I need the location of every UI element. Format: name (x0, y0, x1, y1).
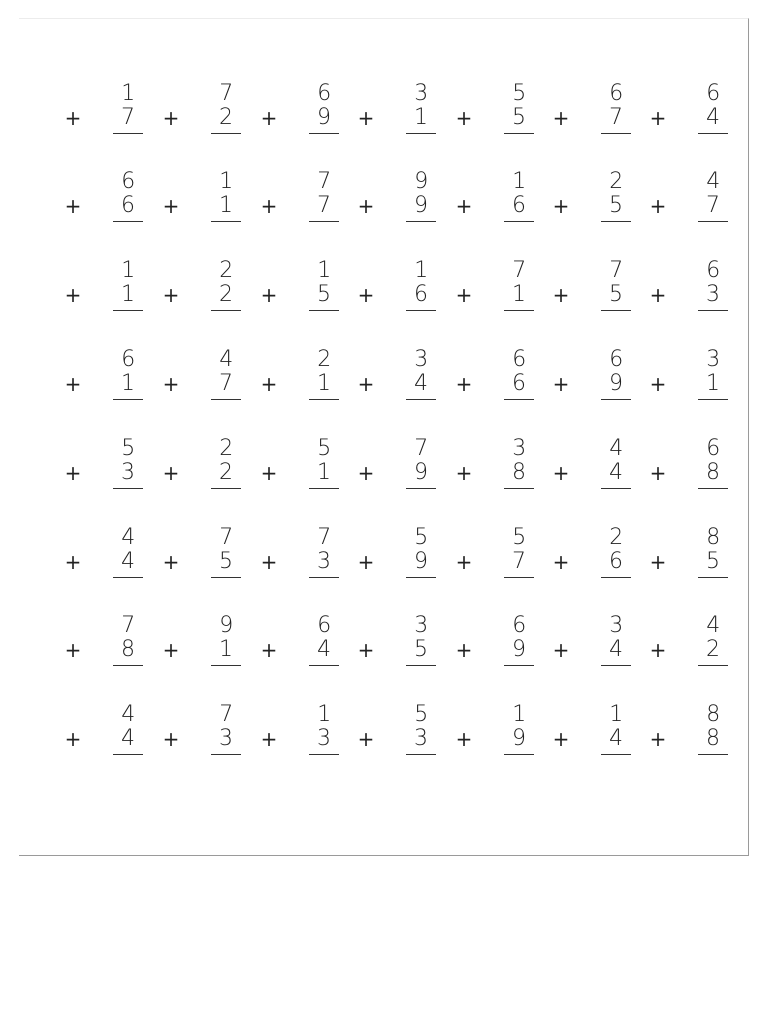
top-addend: 8 (706, 525, 720, 550)
top-addend: 6 (317, 81, 331, 106)
addition-problem (63, 525, 143, 585)
plus-sign: + (552, 550, 570, 574)
top-addend: 6 (512, 613, 526, 638)
addition-problem (259, 436, 339, 496)
addition-problem (259, 613, 339, 673)
bottom-addend: 1 (309, 460, 339, 489)
addition-problem (356, 81, 436, 141)
bottom-addend: 3 (309, 726, 339, 755)
plus-sign: + (357, 550, 375, 574)
addition-problem (551, 702, 631, 762)
top-addend: 9 (414, 169, 428, 194)
plus-sign: + (357, 283, 375, 307)
plus-sign: + (649, 461, 667, 485)
plus-sign: + (260, 106, 278, 130)
plus-sign: + (162, 283, 180, 307)
top-addend: 2 (609, 169, 623, 194)
top-addend: 1 (609, 702, 623, 727)
plus-sign: + (357, 372, 375, 396)
top-addend: 8 (706, 702, 720, 727)
plus-sign: + (455, 372, 473, 396)
top-addend: 6 (317, 613, 331, 638)
bottom-addend: 5 (504, 105, 534, 134)
top-addend: 6 (609, 81, 623, 106)
worksheet (19, 18, 749, 856)
top-addend: 1 (121, 81, 135, 106)
addition-problem (454, 702, 534, 762)
bottom-addend: 3 (211, 726, 241, 755)
plus-sign: + (162, 194, 180, 218)
bottom-addend: 4 (601, 637, 631, 666)
bottom-addend: 6 (113, 193, 143, 222)
plus-sign: + (64, 372, 82, 396)
bottom-addend: 6 (504, 371, 534, 400)
plus-sign: + (552, 283, 570, 307)
top-addend: 2 (609, 525, 623, 550)
bottom-addend: 9 (309, 105, 339, 134)
plus-sign: + (260, 461, 278, 485)
top-addend: 2 (219, 436, 233, 461)
addition-problem (259, 525, 339, 585)
top-addend: 4 (609, 436, 623, 461)
top-addend: 4 (706, 613, 720, 638)
addition-problem (161, 258, 241, 318)
addition-problem (63, 258, 143, 318)
plus-sign: + (162, 550, 180, 574)
addition-problem (161, 347, 241, 407)
addition-problem (356, 436, 436, 496)
bottom-addend: 1 (698, 371, 728, 400)
bottom-addend: 5 (211, 549, 241, 578)
bottom-addend: 6 (504, 193, 534, 222)
top-addend: 7 (317, 525, 331, 550)
addition-problem (356, 258, 436, 318)
addition-problem (161, 169, 241, 229)
bottom-addend: 1 (211, 193, 241, 222)
addition-problem (356, 169, 436, 229)
addition-problem (648, 81, 728, 141)
plus-sign: + (64, 283, 82, 307)
addition-problem (648, 613, 728, 673)
addition-problem (551, 81, 631, 141)
bottom-addend: 2 (698, 637, 728, 666)
plus-sign: + (64, 638, 82, 662)
top-addend: 3 (512, 436, 526, 461)
top-addend: 4 (121, 525, 135, 550)
bottom-addend: 5 (406, 637, 436, 666)
bottom-addend: 9 (601, 371, 631, 400)
addition-problem (551, 436, 631, 496)
addition-problem (454, 613, 534, 673)
plus-sign: + (260, 283, 278, 307)
addition-problem (454, 525, 534, 585)
plus-sign: + (260, 727, 278, 751)
plus-sign: + (357, 194, 375, 218)
top-addend: 5 (317, 436, 331, 461)
top-addend: 7 (512, 258, 526, 283)
top-addend: 7 (219, 702, 233, 727)
top-addend: 6 (609, 347, 623, 372)
addition-problem (161, 81, 241, 141)
addition-problem (161, 613, 241, 673)
addition-problem (648, 525, 728, 585)
plus-sign: + (649, 283, 667, 307)
top-addend: 6 (512, 347, 526, 372)
plus-sign: + (455, 461, 473, 485)
plus-sign: + (64, 550, 82, 574)
plus-sign: + (64, 461, 82, 485)
bottom-addend: 7 (309, 193, 339, 222)
addition-problem (63, 81, 143, 141)
bottom-addend: 4 (309, 637, 339, 666)
addition-problem (648, 347, 728, 407)
plus-sign: + (649, 372, 667, 396)
plus-sign: + (455, 727, 473, 751)
plus-sign: + (162, 372, 180, 396)
addition-problem (63, 169, 143, 229)
bottom-addend: 4 (113, 549, 143, 578)
plus-sign: + (64, 106, 82, 130)
bottom-addend: 9 (504, 726, 534, 755)
addition-problem (648, 169, 728, 229)
bottom-addend: 6 (406, 282, 436, 311)
addition-problem (454, 258, 534, 318)
top-addend: 1 (512, 702, 526, 727)
bottom-addend: 7 (113, 105, 143, 134)
top-addend: 2 (317, 347, 331, 372)
bottom-addend: 3 (698, 282, 728, 311)
top-addend: 6 (706, 258, 720, 283)
plus-sign: + (455, 283, 473, 307)
bottom-addend: 4 (601, 460, 631, 489)
top-addend: 3 (414, 347, 428, 372)
addition-problem (259, 81, 339, 141)
bottom-addend: 9 (504, 637, 534, 666)
plus-sign: + (455, 638, 473, 662)
bottom-addend: 3 (309, 549, 339, 578)
addition-problem (356, 347, 436, 407)
top-addend: 1 (317, 258, 331, 283)
bottom-addend: 4 (406, 371, 436, 400)
addition-problem (551, 347, 631, 407)
bottom-addend: 2 (211, 105, 241, 134)
top-addend: 3 (414, 81, 428, 106)
plus-sign: + (552, 372, 570, 396)
bottom-addend: 2 (211, 460, 241, 489)
addition-problem (551, 525, 631, 585)
bottom-addend: 8 (698, 460, 728, 489)
bottom-addend: 5 (601, 193, 631, 222)
addition-problem (161, 525, 241, 585)
top-addend: 1 (512, 169, 526, 194)
top-addend: 4 (121, 702, 135, 727)
plus-sign: + (455, 194, 473, 218)
addition-problem (161, 702, 241, 762)
top-addend: 3 (609, 613, 623, 638)
bottom-addend: 7 (601, 105, 631, 134)
top-addend: 6 (706, 436, 720, 461)
addition-problem (356, 525, 436, 585)
top-addend: 6 (121, 347, 135, 372)
top-addend: 2 (219, 258, 233, 283)
addition-problem (259, 258, 339, 318)
top-addend: 7 (317, 169, 331, 194)
top-addend: 7 (219, 81, 233, 106)
bottom-addend: 4 (601, 726, 631, 755)
top-addend: 1 (414, 258, 428, 283)
addition-problem (551, 169, 631, 229)
top-addend: 3 (414, 613, 428, 638)
bottom-addend: 8 (113, 637, 143, 666)
plus-sign: + (357, 461, 375, 485)
addition-problem (454, 169, 534, 229)
bottom-addend: 3 (113, 460, 143, 489)
plus-sign: + (649, 550, 667, 574)
bottom-addend: 8 (504, 460, 534, 489)
plus-sign: + (552, 106, 570, 130)
bottom-addend: 4 (113, 726, 143, 755)
plus-sign: + (162, 106, 180, 130)
top-addend: 1 (219, 169, 233, 194)
top-addend: 5 (121, 436, 135, 461)
bottom-addend: 5 (698, 549, 728, 578)
addition-problem (648, 702, 728, 762)
bottom-addend: 1 (504, 282, 534, 311)
top-addend: 4 (706, 169, 720, 194)
bottom-addend: 1 (113, 371, 143, 400)
plus-sign: + (552, 461, 570, 485)
addition-problem (63, 436, 143, 496)
plus-sign: + (162, 727, 180, 751)
plus-sign: + (455, 550, 473, 574)
bottom-addend: 9 (406, 460, 436, 489)
bottom-addend: 5 (309, 282, 339, 311)
top-addend: 5 (512, 525, 526, 550)
plus-sign: + (64, 194, 82, 218)
plus-sign: + (162, 638, 180, 662)
bottom-addend: 7 (211, 371, 241, 400)
bottom-addend: 2 (211, 282, 241, 311)
bottom-addend: 7 (504, 549, 534, 578)
top-addend: 7 (121, 613, 135, 638)
plus-sign: + (552, 638, 570, 662)
top-addend: 7 (609, 258, 623, 283)
bottom-addend: 1 (211, 637, 241, 666)
addition-problem (259, 347, 339, 407)
top-addend: 5 (512, 81, 526, 106)
addition-problem (63, 347, 143, 407)
top-addend: 1 (317, 702, 331, 727)
addition-problem (551, 613, 631, 673)
plus-sign: + (260, 194, 278, 218)
top-addend: 4 (219, 347, 233, 372)
plus-sign: + (260, 638, 278, 662)
plus-sign: + (357, 638, 375, 662)
bottom-addend: 4 (698, 105, 728, 134)
addition-problem (648, 258, 728, 318)
plus-sign: + (649, 727, 667, 751)
addition-problem (648, 436, 728, 496)
addition-problem (454, 347, 534, 407)
bottom-addend: 6 (601, 549, 631, 578)
top-addend: 6 (706, 81, 720, 106)
plus-sign: + (260, 372, 278, 396)
top-addend: 9 (219, 613, 233, 638)
addition-problem (63, 613, 143, 673)
addition-problem (356, 702, 436, 762)
plus-sign: + (552, 727, 570, 751)
addition-problem (454, 436, 534, 496)
addition-problem (259, 702, 339, 762)
top-addend: 3 (706, 347, 720, 372)
bottom-addend: 9 (406, 193, 436, 222)
bottom-addend: 9 (406, 549, 436, 578)
bottom-addend: 1 (113, 282, 143, 311)
plus-sign: + (357, 727, 375, 751)
bottom-addend: 1 (309, 371, 339, 400)
top-addend: 1 (121, 258, 135, 283)
bottom-addend: 3 (406, 726, 436, 755)
top-addend: 5 (414, 702, 428, 727)
top-addend: 7 (219, 525, 233, 550)
addition-problem (551, 258, 631, 318)
addition-problem (356, 613, 436, 673)
plus-sign: + (64, 727, 82, 751)
plus-sign: + (552, 194, 570, 218)
plus-sign: + (357, 106, 375, 130)
bottom-addend: 8 (698, 726, 728, 755)
plus-sign: + (649, 106, 667, 130)
plus-sign: + (455, 106, 473, 130)
plus-sign: + (649, 638, 667, 662)
plus-sign: + (649, 194, 667, 218)
addition-problem (454, 81, 534, 141)
bottom-addend: 1 (406, 105, 436, 134)
plus-sign: + (162, 461, 180, 485)
bottom-addend: 7 (698, 193, 728, 222)
top-addend: 5 (414, 525, 428, 550)
top-addend: 6 (121, 169, 135, 194)
addition-problem (63, 702, 143, 762)
top-addend: 7 (414, 436, 428, 461)
plus-sign: + (260, 550, 278, 574)
addition-problem (259, 169, 339, 229)
addition-problem (161, 436, 241, 496)
bottom-addend: 5 (601, 282, 631, 311)
